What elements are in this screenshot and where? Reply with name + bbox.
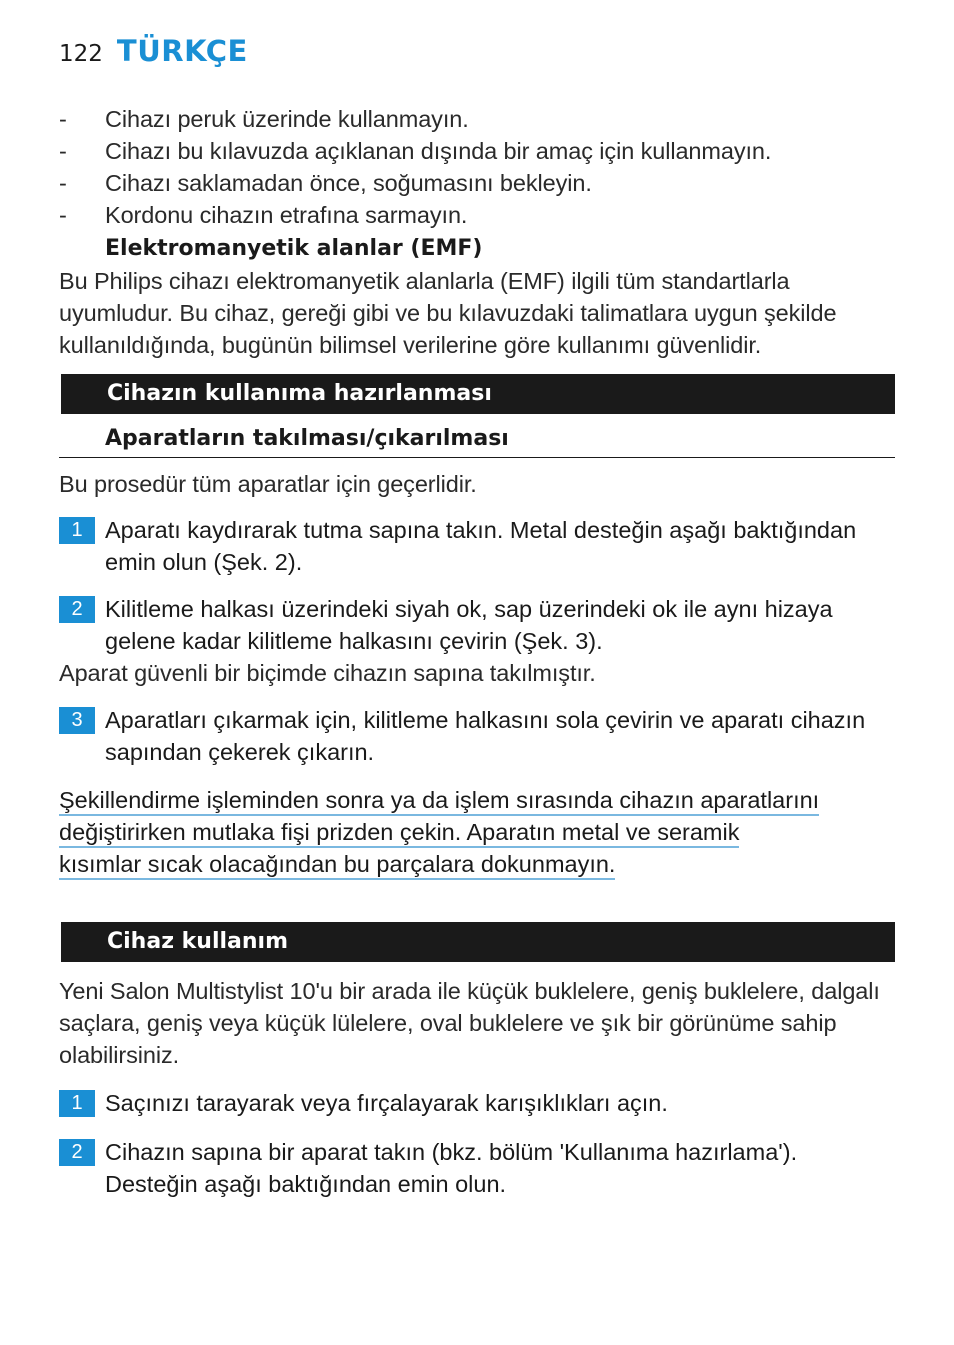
language-title: TÜRKÇE bbox=[116, 34, 248, 68]
step-text: Kilitleme halkası üzerindeki siyah ok, sap üzerindeki ok ile aynı hizaya gelene kadar kilitleme halkasını çevirin (Şek. 3). bbox=[105, 596, 833, 654]
caution-note bbox=[59, 784, 895, 880]
bullet-dash: - bbox=[59, 170, 67, 196]
step-text: Aparatı kaydırarak tutma sapına takın. Metal desteğin aşağı baktığından emin olun (Şek. 2). bbox=[105, 517, 857, 575]
step-2-result: Aparat güvenli bir biçimde cihazın sapına takılmıştır. bbox=[59, 660, 596, 686]
use-step-1 bbox=[59, 1087, 895, 1119]
step-number-badge: 1 bbox=[59, 517, 95, 544]
caution-line: kısımlar sıcak olacağından bu parçalara dokunmayın. bbox=[59, 851, 615, 880]
step-number-badge: 2 bbox=[59, 1139, 95, 1166]
caution-line: Şekillendirme işleminden sonra ya da işlem sırasında cihazın aparatlarını bbox=[59, 787, 819, 816]
procedure-intro: Bu prosedür tüm aparatlar için geçerlidir. bbox=[59, 471, 477, 497]
page-content bbox=[59, 103, 895, 1200]
warning-bullet-list bbox=[59, 103, 895, 231]
bullet-dash: - bbox=[59, 202, 67, 228]
caution-line: değiştirirken mutlaka fişi prizden çekin. Aparatın metal ve seramik bbox=[59, 819, 739, 848]
list-item-text: Cihazı bu kılavuzda açıklanan dışında bir amaç için kullanmayın. bbox=[105, 138, 772, 164]
bullet-dash: - bbox=[59, 106, 67, 132]
list-item-text: Kordonu cihazın etrafına sarmayın. bbox=[105, 202, 468, 228]
step-2 bbox=[59, 593, 895, 657]
step-1 bbox=[59, 514, 895, 578]
list-item bbox=[59, 167, 895, 199]
list-item bbox=[59, 199, 895, 231]
attachments-subheading: Aparatların takılması/çıkarılması bbox=[59, 423, 895, 458]
list-item-text: Cihazı saklamadan önce, soğumasını bekleyin. bbox=[105, 170, 592, 196]
use-step-2 bbox=[59, 1136, 895, 1200]
bullet-dash: - bbox=[59, 138, 67, 164]
emf-heading: Elektromanyetik alanlar (EMF) bbox=[105, 236, 483, 261]
step-number-badge: 1 bbox=[59, 1090, 95, 1117]
step-3 bbox=[59, 704, 895, 768]
section-bar-preparation: Cihazın kullanıma hazırlanması bbox=[61, 374, 895, 414]
page-header bbox=[59, 34, 248, 68]
step-text: Aparatları çıkarmak için, kilitleme halkasını sola çevirin ve aparatı cihazın sapından çekerek çıkarın. bbox=[105, 707, 866, 765]
page-number: 122 bbox=[59, 41, 103, 67]
emf-paragraph: Bu Philips cihazı elektromanyetik alanlarla (EMF) ilgili tüm standartlarla uyumludur. Bu cihaz, gereği gibi ve bu kılavuzdaki talimatlara uygun şekilde kullanıldığında, bugünün bilimsel verilerine göre kullanımı güvenlidir. bbox=[59, 268, 837, 358]
step-text: Cihazın sapına bir aparat takın (bkz. bölüm 'Kullanıma hazırlama'). Desteğin aşağı baktığından emin olun. bbox=[105, 1139, 798, 1197]
use-intro: Yeni Salon Multistylist 10'u bir arada ile küçük buklelere, geniş buklelere, dalgalı saçlara, geniş veya küçük lülelere, oval buklelere ve şık bir görünüme sahip olabilirsiniz. bbox=[59, 978, 880, 1068]
step-number-badge: 3 bbox=[59, 707, 95, 734]
step-number-badge: 2 bbox=[59, 596, 95, 623]
section-bar-use: Cihaz kullanım bbox=[61, 922, 895, 962]
list-item bbox=[59, 135, 895, 167]
step-text: Saçınızı tarayarak veya fırçalayarak karışıklıkları açın. bbox=[105, 1090, 668, 1116]
list-item bbox=[59, 103, 895, 135]
list-item-text: Cihazı peruk üzerinde kullanmayın. bbox=[105, 106, 469, 132]
